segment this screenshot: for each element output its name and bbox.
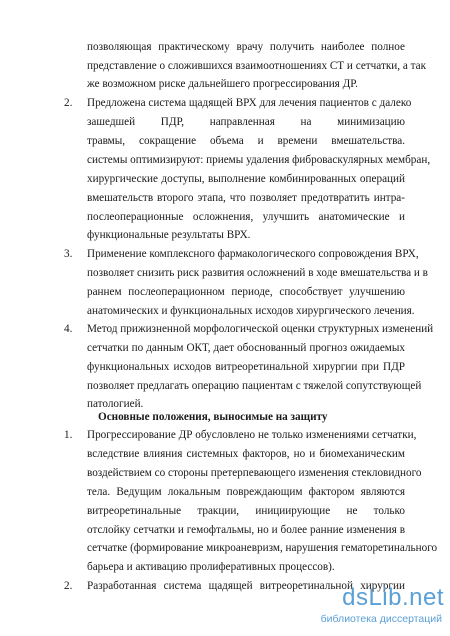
text-line: послеоперационные осложнения, улучшить анатомические и <box>87 211 405 223</box>
text-line: функциональных исходов витреоретинальной хирургии при ПДР <box>87 361 405 373</box>
text-line: патологией. <box>87 398 144 410</box>
text-line: Прогрессирование ДР обусловлено не только изменениями сетчатки, <box>87 429 417 441</box>
text-line: вмешательств второго этапа, что позволяет предотвратить интра- <box>87 192 405 204</box>
text-line: Разработанная система щадящей витреоретинальной хирургии <box>87 580 405 592</box>
text-line: системы оптимизируют: приемы удаления фиброваскулярных мембран, <box>87 154 431 166</box>
text-line: сетчатки по данным ОКТ, дает обоснованный прогноз ожидаемых <box>87 342 405 354</box>
text-line: функциональные результаты ВРХ. <box>87 229 251 241</box>
list-number: 4. <box>64 323 73 335</box>
list-number: 2. <box>64 97 73 109</box>
text-line: отслойку сетчатки и гемофтальмы, но и более ранние изменения в <box>87 524 405 536</box>
text-line: травмы, сокращение объема и времени вмешательства. <box>87 135 405 147</box>
text-line: представление о сложившихся взаимоотношениях СТ и сетчатки, а так <box>87 60 427 72</box>
text-line: сетчатке (формирование микроаневризм, нарушения гематоретинального <box>87 542 438 554</box>
section-heading: Основные положения, выносимые на защиту <box>98 411 328 423</box>
list-number: 3. <box>64 248 73 260</box>
text-line: же возможном риске дальнейшего прогрессирования ДР. <box>87 78 358 90</box>
watermark-subtitle: библиотека диссертаций <box>320 613 442 625</box>
text-line: раннем послеоперационном периоде, способствует улучшению <box>87 286 405 298</box>
text-line: зашедшей ПДР, направленная на минимизацию <box>87 116 405 128</box>
text-line: позволяет снизить риск развития осложнений в ходе вмешательства и в <box>87 267 428 279</box>
text-line: анатомических и функциональных исходов хирургического лечения. <box>87 305 415 317</box>
text-line: тела. Ведущим локальным повреждающим фактором являются <box>87 486 405 498</box>
text-line: барьера и активацию пролиферативных процессов). <box>87 561 335 573</box>
watermark-logo: dsLib.net <box>342 584 444 611</box>
text-line: хирургические доступы, выполнение комбинированных операций <box>87 173 405 185</box>
text-line: позволяющая практическому врачу получить наиболее полное <box>87 41 405 53</box>
text-line: позволяет предлагать операцию пациентам с тяжелой сопутствующей <box>87 380 422 392</box>
text-line: Применение комплексного фармакологического сопровождения ВРХ, <box>87 248 419 260</box>
text-line: воздействием со стороны претерпевающего изменения стекловидного <box>87 467 422 479</box>
watermark <box>314 584 444 630</box>
text-line: вследствие влияния системных факторов, но и биомеханическим <box>87 448 405 460</box>
list-number: 2. <box>64 580 73 592</box>
list-number: 1. <box>64 429 73 441</box>
text-line: Метод прижизненной морфологической оценки структурных изменений <box>87 323 434 335</box>
text-line: Предложена система щадящей ВРХ для лечения пациентов с далеко <box>87 97 412 109</box>
text-line: витреоретинальные тракции, инициирующие не только <box>87 505 405 517</box>
